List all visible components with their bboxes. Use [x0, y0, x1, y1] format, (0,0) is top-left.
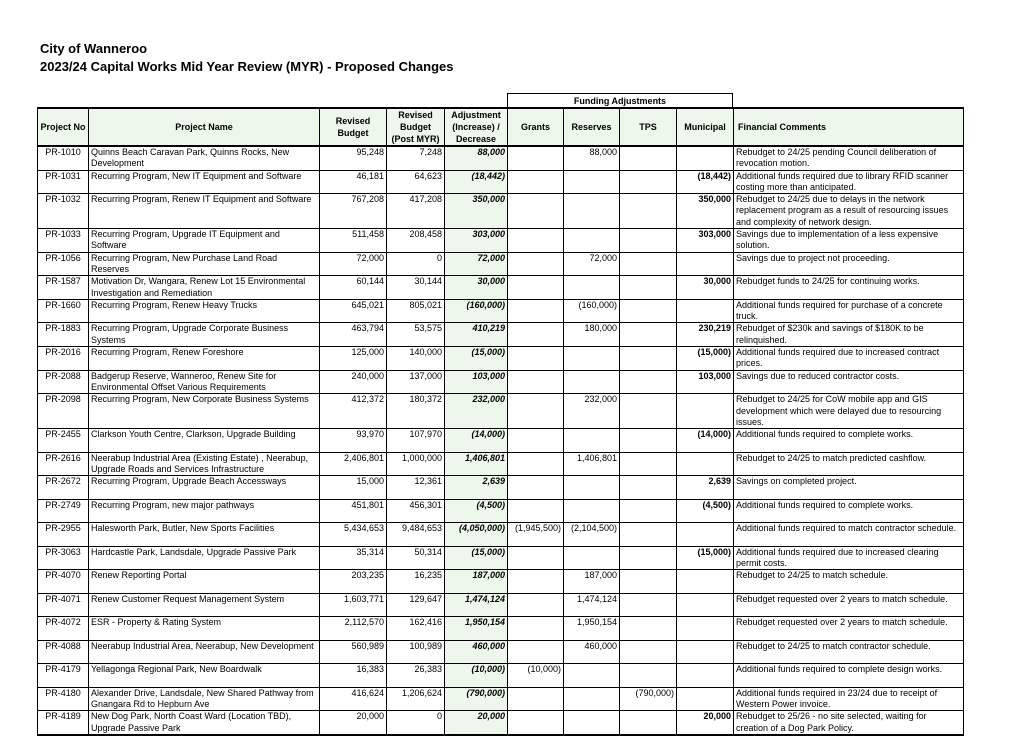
project-no-cell: PR-2749: [38, 499, 89, 523]
col-header-adjustment: Adjustment (Increase) / Decrease: [445, 108, 508, 146]
financial-comment-cell: Additional funds required for purchase of a concrete truck.: [734, 299, 964, 323]
revised-budget-post-myr-cell: 456,301: [387, 499, 445, 523]
table-row: [38, 299, 964, 323]
project-name-cell: Recurring Program, Upgrade Beach Accessways: [89, 476, 320, 500]
project-no-cell: PR-2672: [38, 476, 89, 500]
funding-adjustments-group-header: Funding Adjustments: [507, 93, 733, 107]
project-no-cell: PR-4179: [38, 664, 89, 688]
tps-cell: [620, 323, 677, 347]
tps-cell: [620, 429, 677, 453]
table-row: [38, 617, 964, 641]
tps-cell: [620, 170, 677, 194]
financial-comment-cell: Rebudget to 24/25 pending Council deliberation of revocation motion.: [734, 146, 964, 170]
adjustment-cell: (4,500): [445, 499, 508, 523]
revised-budget-cell: 2,112,570: [320, 617, 387, 641]
reserves-cell: [564, 276, 620, 300]
revised-budget-post-myr-cell: 12,361: [387, 476, 445, 500]
adjustment-cell: (160,000): [445, 299, 508, 323]
grants-cell: [508, 640, 564, 664]
adjustment-cell: 72,000: [445, 252, 508, 276]
project-name-cell: Quinns Beach Caravan Park, Quinns Rocks, New Development: [89, 146, 320, 170]
financial-comment-cell: Savings due to reduced contractor costs.: [734, 370, 964, 394]
project-no-cell: PR-1883: [38, 323, 89, 347]
municipal-cell: (14,000): [677, 429, 734, 453]
table-row: [38, 476, 964, 500]
project-no-cell: PR-1032: [38, 194, 89, 229]
adjustment-cell: (14,000): [445, 429, 508, 453]
reserves-cell: 88,000: [564, 146, 620, 170]
adjustment-cell: (4,050,000): [445, 523, 508, 547]
project-no-cell: PR-1033: [38, 229, 89, 253]
revised-budget-post-myr-cell: 417,208: [387, 194, 445, 229]
revised-budget-cell: 767,208: [320, 194, 387, 229]
project-no-cell: PR-4088: [38, 640, 89, 664]
adjustment-cell: 460,000: [445, 640, 508, 664]
grants-cell: [508, 194, 564, 229]
financial-comment-cell: Additional funds required in 23/24 due to receipt of Western Power invoice.: [734, 687, 964, 711]
tps-cell: [620, 146, 677, 170]
financial-comment-cell: Rebudget of $230k and savings of $180K to be relinquished.: [734, 323, 964, 347]
grants-cell: [508, 146, 564, 170]
municipal-cell: [677, 687, 734, 711]
reserves-cell: [564, 370, 620, 394]
municipal-cell: [677, 593, 734, 617]
project-no-cell: PR-2955: [38, 523, 89, 547]
reserves-cell: [564, 229, 620, 253]
financial-comment-cell: Rebudget to 24/25 due to delays in the network replacement program as a result of resourcing issues and complexity of network design.: [734, 194, 964, 229]
project-no-cell: PR-4071: [38, 593, 89, 617]
table-row: [38, 323, 964, 347]
revised-budget-post-myr-cell: 208,458: [387, 229, 445, 253]
table-row: [38, 276, 964, 300]
project-name-cell: Hardcastle Park, Landsdale, Upgrade Passive Park: [89, 546, 320, 570]
revised-budget-post-myr-cell: 162,416: [387, 617, 445, 641]
financial-comment-cell: Savings due to implementation of a less expensive solution.: [734, 229, 964, 253]
grants-cell: [508, 252, 564, 276]
revised-budget-post-myr-cell: 53,575: [387, 323, 445, 347]
table-row: [38, 593, 964, 617]
municipal-cell: [677, 640, 734, 664]
revised-budget-post-myr-cell: 0: [387, 711, 445, 735]
project-name-cell: Recurring Program, Renew IT Equipment and Software: [89, 194, 320, 229]
revised-budget-post-myr-cell: 50,314: [387, 546, 445, 570]
project-name-cell: Recurring Program, Upgrade Corporate Business Systems: [89, 323, 320, 347]
tps-cell: [620, 452, 677, 476]
grants-cell: [508, 570, 564, 594]
grants-cell: (1,945,500): [508, 523, 564, 547]
municipal-cell: 350,000: [677, 194, 734, 229]
project-name-cell: Recurring Program, New Corporate Business Systems: [89, 394, 320, 429]
revised-budget-post-myr-cell: 805,021: [387, 299, 445, 323]
project-name-cell: Recurring Program, new major pathways: [89, 499, 320, 523]
tps-cell: [620, 194, 677, 229]
reserves-cell: 187,000: [564, 570, 620, 594]
revised-budget-cell: 1,603,771: [320, 593, 387, 617]
municipal-cell: 103,000: [677, 370, 734, 394]
adjustment-cell: 187,000: [445, 570, 508, 594]
grants-cell: [508, 476, 564, 500]
reserves-cell: 1,950,154: [564, 617, 620, 641]
revised-budget-cell: 35,314: [320, 546, 387, 570]
project-no-cell: PR-2455: [38, 429, 89, 453]
reserves-cell: 180,000: [564, 323, 620, 347]
table-row: [38, 170, 964, 194]
col-header-project-name: Project Name: [89, 108, 320, 146]
table-row: [38, 347, 964, 371]
municipal-cell: [677, 299, 734, 323]
municipal-cell: (4,500): [677, 499, 734, 523]
reserves-cell: [564, 476, 620, 500]
grants-cell: [508, 229, 564, 253]
adjustment-cell: (790,000): [445, 687, 508, 711]
project-name-cell: Alexander Drive, Landsdale, New Shared Pathway from Gnangara Rd to Hepburn Ave: [89, 687, 320, 711]
revised-budget-cell: 2,406,801: [320, 452, 387, 476]
project-no-cell: PR-4189: [38, 711, 89, 735]
grants-cell: (10,000): [508, 664, 564, 688]
adjustment-cell: 232,000: [445, 394, 508, 429]
adjustment-cell: 1,950,154: [445, 617, 508, 641]
financial-comment-cell: Additional funds required to complete works.: [734, 429, 964, 453]
revised-budget-cell: 451,801: [320, 499, 387, 523]
grants-cell: [508, 593, 564, 617]
revised-budget-post-myr-cell: 100,989: [387, 640, 445, 664]
grants-cell: [508, 687, 564, 711]
table-row: [38, 394, 964, 429]
table-row: [38, 429, 964, 453]
adjustment-cell: 2,639: [445, 476, 508, 500]
table-row: [38, 640, 964, 664]
adjustment-cell: 20,000: [445, 711, 508, 735]
adjustment-cell: (15,000): [445, 347, 508, 371]
revised-budget-post-myr-cell: 9,484,653: [387, 523, 445, 547]
project-name-cell: Renew Reporting Portal: [89, 570, 320, 594]
project-no-cell: PR-2098: [38, 394, 89, 429]
project-no-cell: PR-2616: [38, 452, 89, 476]
table-row: [38, 252, 964, 276]
project-name-cell: Neerabup Industrial Area, Neerabup, New Development: [89, 640, 320, 664]
table-row: [38, 146, 964, 170]
tps-cell: [620, 593, 677, 617]
project-name-cell: Recurring Program, Renew Foreshore: [89, 347, 320, 371]
municipal-cell: 230,219: [677, 323, 734, 347]
revised-budget-post-myr-cell: 1,206,624: [387, 687, 445, 711]
col-header-financial-comments: Financial Comments: [734, 108, 964, 146]
project-no-cell: PR-3063: [38, 546, 89, 570]
table-row: [38, 194, 964, 229]
financial-comment-cell: Rebudget requested over 2 years to match schedule.: [734, 617, 964, 641]
table-row: [38, 523, 964, 547]
col-header-grants: Grants: [508, 108, 564, 146]
grants-cell: [508, 170, 564, 194]
financial-comment-cell: Rebudget to 24/25 to match contractor schedule.: [734, 640, 964, 664]
project-name-cell: Renew Customer Request Management System: [89, 593, 320, 617]
financial-comment-cell: Rebudget to 25/26 - no site selected, waiting for creation of a Dog Park Policy.: [734, 711, 964, 735]
financial-comment-cell: Rebudget to 24/25 for CoW mobile app and GIS development which were delayed due to resourcing issues.: [734, 394, 964, 429]
adjustment-cell: 1,406,801: [445, 452, 508, 476]
revised-budget-post-myr-cell: 129,647: [387, 593, 445, 617]
project-name-cell: Recurring Program, New Purchase Land Road Reserves: [89, 252, 320, 276]
table-row: [38, 664, 964, 688]
revised-budget-post-myr-cell: 180,372: [387, 394, 445, 429]
adjustment-cell: (10,000): [445, 664, 508, 688]
tps-cell: [620, 276, 677, 300]
financial-comment-cell: Rebudget requested over 2 years to match schedule.: [734, 593, 964, 617]
revised-budget-post-myr-cell: 137,000: [387, 370, 445, 394]
reserves-cell: [564, 711, 620, 735]
tps-cell: [620, 299, 677, 323]
tps-cell: [620, 499, 677, 523]
capital-works-table: [37, 107, 964, 736]
financial-comment-cell: Rebudget funds to 24/25 for continuing works.: [734, 276, 964, 300]
grants-cell: [508, 323, 564, 347]
tps-cell: [620, 664, 677, 688]
grants-cell: [508, 499, 564, 523]
grants-cell: [508, 546, 564, 570]
project-name-cell: Recurring Program, Renew Heavy Trucks: [89, 299, 320, 323]
project-no-cell: PR-4072: [38, 617, 89, 641]
reserves-cell: [564, 499, 620, 523]
municipal-cell: [677, 252, 734, 276]
adjustment-cell: 303,000: [445, 229, 508, 253]
project-no-cell: PR-4070: [38, 570, 89, 594]
revised-budget-cell: 20,000: [320, 711, 387, 735]
municipal-cell: (15,000): [677, 347, 734, 371]
revised-budget-post-myr-cell: 107,970: [387, 429, 445, 453]
project-name-cell: ESR - Property & Rating System: [89, 617, 320, 641]
grants-cell: [508, 299, 564, 323]
table-row: [38, 546, 964, 570]
financial-comment-cell: Additional funds required to complete design works.: [734, 664, 964, 688]
tps-cell: [620, 252, 677, 276]
revised-budget-cell: 416,624: [320, 687, 387, 711]
revised-budget-post-myr-cell: 16,235: [387, 570, 445, 594]
reserves-cell: [564, 546, 620, 570]
project-name-cell: Recurring Program, New IT Equipment and Software: [89, 170, 320, 194]
municipal-cell: 30,000: [677, 276, 734, 300]
revised-budget-cell: 95,248: [320, 146, 387, 170]
grants-cell: [508, 452, 564, 476]
project-no-cell: PR-4180: [38, 687, 89, 711]
revised-budget-cell: 125,000: [320, 347, 387, 371]
table-row: [38, 711, 964, 735]
revised-budget-cell: 412,372: [320, 394, 387, 429]
municipal-cell: (18,442): [677, 170, 734, 194]
revised-budget-post-myr-cell: 0: [387, 252, 445, 276]
financial-comment-cell: Additional funds required due to increased contract prices.: [734, 347, 964, 371]
financial-comment-cell: Additional funds required to match contractor schedule.: [734, 523, 964, 547]
revised-budget-cell: 645,021: [320, 299, 387, 323]
reserves-cell: (160,000): [564, 299, 620, 323]
reserves-cell: [564, 170, 620, 194]
reserves-cell: [564, 429, 620, 453]
tps-cell: [620, 711, 677, 735]
municipal-cell: [677, 664, 734, 688]
project-no-cell: PR-2088: [38, 370, 89, 394]
tps-cell: [620, 640, 677, 664]
project-no-cell: PR-1660: [38, 299, 89, 323]
adjustment-cell: 350,000: [445, 194, 508, 229]
tps-cell: [620, 370, 677, 394]
financial-comment-cell: Rebudget to 24/25 to match schedule.: [734, 570, 964, 594]
revised-budget-post-myr-cell: 1,000,000: [387, 452, 445, 476]
revised-budget-post-myr-cell: 26,383: [387, 664, 445, 688]
revised-budget-cell: 203,235: [320, 570, 387, 594]
reserves-cell: 232,000: [564, 394, 620, 429]
revised-budget-cell: 60,144: [320, 276, 387, 300]
revised-budget-cell: 72,000: [320, 252, 387, 276]
grants-cell: [508, 429, 564, 453]
reserves-cell: 72,000: [564, 252, 620, 276]
reserves-cell: [564, 664, 620, 688]
reserves-cell: [564, 194, 620, 229]
tps-cell: [620, 570, 677, 594]
adjustment-cell: (18,442): [445, 170, 508, 194]
project-no-cell: PR-1056: [38, 252, 89, 276]
municipal-cell: 303,000: [677, 229, 734, 253]
project-name-cell: Badgerup Reserve, Wanneroo, Renew Site for Environmental Offset Various Requirements: [89, 370, 320, 394]
grants-cell: [508, 276, 564, 300]
project-no-cell: PR-1010: [38, 146, 89, 170]
table-row: [38, 687, 964, 711]
revised-budget-cell: 560,989: [320, 640, 387, 664]
revised-budget-post-myr-cell: 7,248: [387, 146, 445, 170]
table-row: [38, 570, 964, 594]
tps-cell: [620, 347, 677, 371]
table-header-row: [38, 108, 964, 146]
financial-comment-cell: Additional funds required due to library RFID scanner costing more than anticipated.: [734, 170, 964, 194]
project-name-cell: Recurring Program, Upgrade IT Equipment and Software: [89, 229, 320, 253]
revised-budget-cell: 46,181: [320, 170, 387, 194]
revised-budget-post-myr-cell: 64,623: [387, 170, 445, 194]
project-name-cell: Neerabup Industrial Area (Existing Estate) , Neerabup, Upgrade Roads and Services Infrastructure: [89, 452, 320, 476]
financial-comment-cell: Additional funds required due to increased clearing permit costs.: [734, 546, 964, 570]
tps-cell: [620, 394, 677, 429]
document-subtitle: 2023/24 Capital Works Mid Year Review (MYR) - Proposed Changes: [40, 59, 454, 74]
table-body: [38, 146, 964, 735]
revised-budget-post-myr-cell: 140,000: [387, 347, 445, 371]
municipal-cell: 20,000: [677, 711, 734, 735]
municipal-cell: [677, 617, 734, 641]
col-header-project-no: Project No: [38, 108, 89, 146]
tps-cell: [620, 229, 677, 253]
grants-cell: [508, 617, 564, 641]
col-header-revised-budget: Revised Budget: [320, 108, 387, 146]
adjustment-cell: 88,000: [445, 146, 508, 170]
municipal-cell: [677, 146, 734, 170]
tps-cell: (790,000): [620, 687, 677, 711]
project-name-cell: Halesworth Park, Butler, New Sports Facilities: [89, 523, 320, 547]
tps-cell: [620, 476, 677, 500]
document-title: City of Wanneroo: [40, 41, 148, 56]
revised-budget-cell: 5,434,653: [320, 523, 387, 547]
municipal-cell: 2,639: [677, 476, 734, 500]
financial-comment-cell: Rebudget to 24/25 to match predicted cashflow.: [734, 452, 964, 476]
col-header-tps: TPS: [620, 108, 677, 146]
revised-budget-cell: 16,383: [320, 664, 387, 688]
project-name-cell: Motivation Dr, Wangara, Renew Lot 15 Environmental Investigation and Remediation: [89, 276, 320, 300]
revised-budget-cell: 463,794: [320, 323, 387, 347]
revised-budget-cell: 15,000: [320, 476, 387, 500]
municipal-cell: [677, 394, 734, 429]
municipal-cell: [677, 452, 734, 476]
revised-budget-cell: 511,458: [320, 229, 387, 253]
financial-comment-cell: Additional funds required to complete works.: [734, 499, 964, 523]
project-no-cell: PR-1031: [38, 170, 89, 194]
table-row: [38, 499, 964, 523]
grants-cell: [508, 370, 564, 394]
col-header-municipal: Municipal: [677, 108, 734, 146]
adjustment-cell: 30,000: [445, 276, 508, 300]
revised-budget-post-myr-cell: 30,144: [387, 276, 445, 300]
adjustment-cell: 103,000: [445, 370, 508, 394]
reserves-cell: 1,474,124: [564, 593, 620, 617]
financial-comment-cell: Savings due to project not proceeding.: [734, 252, 964, 276]
col-header-reserves: Reserves: [564, 108, 620, 146]
revised-budget-cell: 240,000: [320, 370, 387, 394]
project-name-cell: Yellagonga Regional Park, New Boardwalk: [89, 664, 320, 688]
municipal-cell: [677, 523, 734, 547]
adjustment-cell: 410,219: [445, 323, 508, 347]
adjustment-cell: (15,000): [445, 546, 508, 570]
grants-cell: [508, 347, 564, 371]
table-row: [38, 229, 964, 253]
tps-cell: [620, 523, 677, 547]
reserves-cell: [564, 687, 620, 711]
project-name-cell: New Dog Park, North Coast Ward (Location TBD), Upgrade Passive Park: [89, 711, 320, 735]
grants-cell: [508, 711, 564, 735]
financial-comment-cell: Savings on completed project.: [734, 476, 964, 500]
adjustment-cell: 1,474,124: [445, 593, 508, 617]
tps-cell: [620, 546, 677, 570]
table-row: [38, 370, 964, 394]
reserves-cell: 460,000: [564, 640, 620, 664]
grants-cell: [508, 394, 564, 429]
reserves-cell: (2,104,500): [564, 523, 620, 547]
reserves-cell: 1,406,801: [564, 452, 620, 476]
reserves-cell: [564, 347, 620, 371]
municipal-cell: (15,000): [677, 546, 734, 570]
revised-budget-cell: 93,970: [320, 429, 387, 453]
tps-cell: [620, 617, 677, 641]
table-row: [38, 452, 964, 476]
project-no-cell: PR-2016: [38, 347, 89, 371]
project-no-cell: PR-1587: [38, 276, 89, 300]
col-header-revised-budget-post-myr: Revised Budget (Post MYR): [387, 108, 445, 146]
project-name-cell: Clarkson Youth Centre, Clarkson, Upgrade Building: [89, 429, 320, 453]
municipal-cell: [677, 570, 734, 594]
